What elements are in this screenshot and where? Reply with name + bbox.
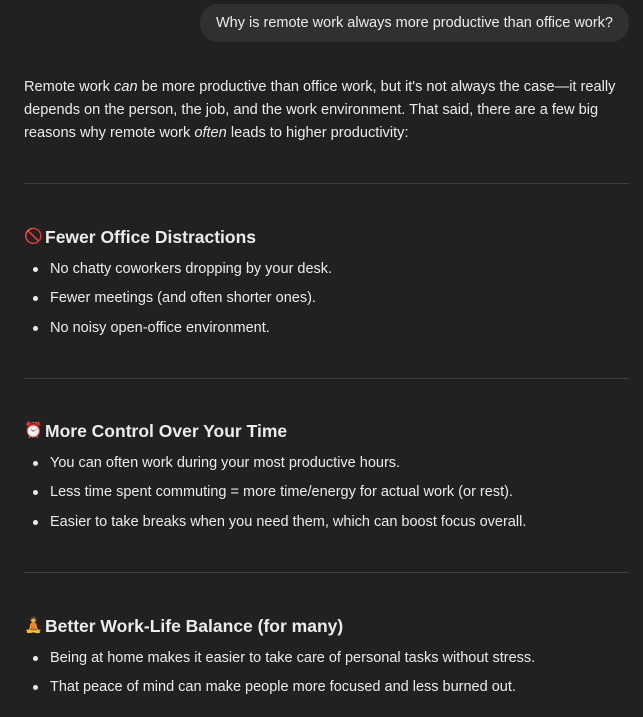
intro-paragraph <box>24 76 629 145</box>
section-heading <box>24 615 629 637</box>
intro-text-1: Remote work <box>24 79 115 95</box>
intro-emphasis-often: often <box>194 125 227 141</box>
prohibited-icon: 🚫 <box>24 228 43 245</box>
section-fewer-distractions <box>24 226 629 337</box>
bullet-list <box>24 260 629 337</box>
section-divider <box>24 183 629 184</box>
bullet-dot <box>33 326 38 331</box>
intro-text-2: be more productive than office work, but it's not always the case—it really depends on the person, the job, and the work environment. That said, there are a few big reasons why remote work <box>24 79 616 141</box>
section-divider <box>24 378 629 379</box>
meditation-icon: 🧘 <box>24 617 43 634</box>
section-divider <box>24 572 629 573</box>
bullet-dot <box>33 267 38 272</box>
list-item <box>24 483 629 501</box>
section-heading <box>24 226 629 248</box>
list-item-text: Less time spent commuting = more time/energy for actual work (or rest). <box>50 484 513 500</box>
list-item <box>24 454 629 472</box>
section-title: Better Work-Life Balance (for many) <box>45 616 344 636</box>
bullet-dot <box>33 520 38 525</box>
intro-text-3: leads to higher productivity: <box>226 125 409 141</box>
bullet-dot <box>33 461 38 466</box>
bullet-list <box>24 454 629 531</box>
bullet-dot <box>33 490 38 495</box>
list-item-text: No chatty coworkers dropping by your desk. <box>50 260 333 277</box>
list-item <box>24 513 629 531</box>
section-work-life-balance <box>24 615 629 696</box>
section-control-over-time <box>24 420 629 531</box>
assistant-intro <box>24 76 629 145</box>
list-item-text: Fewer meetings (and often shorter ones). <box>50 290 316 306</box>
alarm-clock-icon: ⏰ <box>24 422 43 439</box>
list-item <box>24 289 629 307</box>
list-item-text: That peace of mind can make people more focused and less burned out. <box>50 679 516 695</box>
section-title: More Control Over Your Time <box>45 421 288 441</box>
intro-emphasis-can: can <box>114 79 138 95</box>
list-item <box>24 260 629 278</box>
list-item-text: Easier to take breaks when you need them, which can boost focus overall. <box>50 513 527 530</box>
section-title: Fewer Office Distractions <box>45 227 257 247</box>
bullet-dot <box>33 656 38 661</box>
list-item <box>24 678 629 696</box>
bullet-dot <box>33 296 38 301</box>
section-heading <box>24 420 629 442</box>
bullet-dot <box>33 685 38 690</box>
list-item <box>24 319 629 337</box>
list-item-text: No noisy open-office environment. <box>50 319 270 336</box>
user-message-row <box>200 4 629 42</box>
bullet-list <box>24 649 629 697</box>
list-item-text: Being at home makes it easier to take care of personal tasks without stress. <box>50 649 536 666</box>
list-item <box>24 649 629 667</box>
list-item-text: You can often work during your most productive hours. <box>50 454 401 471</box>
user-message-bubble: Why is remote work always more productive than office work? <box>200 4 629 42</box>
